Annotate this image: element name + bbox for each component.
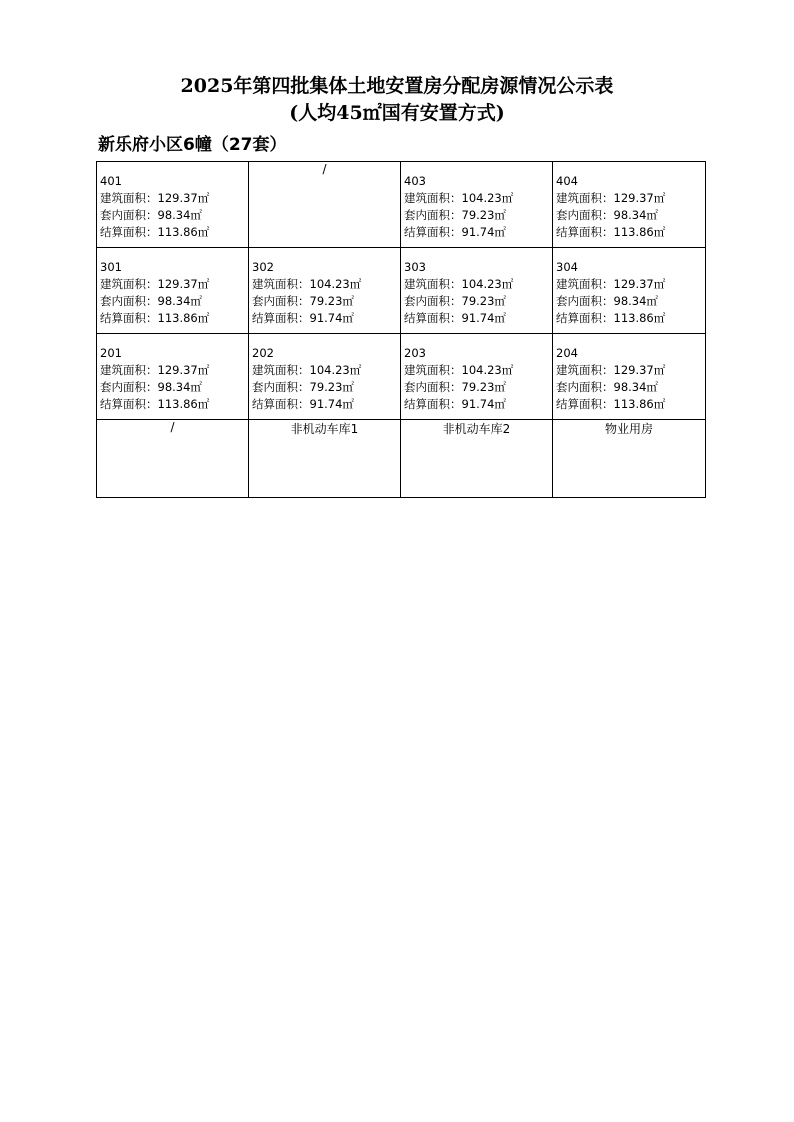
- unit-room-number: 204: [556, 346, 578, 360]
- bike-garage-2-cell: 非机动车库2: [401, 420, 553, 498]
- property-office-cell: 物业用房: [553, 420, 706, 498]
- unit-inner-area: 套内面积：79.23㎡: [252, 380, 354, 394]
- unit-settlement-area: 结算面积：113.86㎡: [556, 225, 666, 239]
- unit-building-area: 建筑面积：104.23㎡: [404, 363, 514, 377]
- document-title: 2025年第四批集体土地安置房分配房源情况公示表: [180, 75, 614, 97]
- unit-settlement-area: 结算面积：113.86㎡: [100, 225, 210, 239]
- unit-settlement-area: 结算面积：91.74㎡: [252, 311, 354, 325]
- unit-room-number: 401: [100, 174, 122, 188]
- unit-building-area: 建筑面积：104.23㎡: [404, 191, 514, 205]
- unit-cell-304: [553, 248, 706, 334]
- unit-room-number: 301: [100, 260, 122, 274]
- table-row-floor-3: [97, 248, 706, 334]
- unit-settlement-area: 结算面积：113.86㎡: [556, 311, 666, 325]
- unit-inner-area: 套内面积：98.34㎡: [556, 208, 658, 222]
- empty-cell: /: [249, 162, 401, 248]
- unit-settlement-area: 结算面积：113.86㎡: [556, 397, 666, 411]
- unit-cell-302: [249, 248, 401, 334]
- unit-inner-area: 套内面积：79.23㎡: [404, 380, 506, 394]
- unit-inner-area: 套内面积：79.23㎡: [252, 294, 354, 308]
- unit-building-area: 建筑面积：129.37㎡: [556, 277, 666, 291]
- unit-inner-area: 套内面积：98.34㎡: [556, 380, 658, 394]
- unit-cell-202: [249, 334, 401, 420]
- unit-inner-area: 套内面积：79.23㎡: [404, 208, 506, 222]
- unit-cell-203: [401, 334, 553, 420]
- unit-inner-area: 套内面积：98.34㎡: [100, 208, 202, 222]
- unit-inner-area: 套内面积：98.34㎡: [100, 294, 202, 308]
- building-heading: 新乐府小区6幢（27套）: [98, 135, 287, 155]
- document-subtitle: (人均45㎡国有安置方式): [289, 102, 505, 124]
- unit-room-number: 201: [100, 346, 122, 360]
- unit-settlement-area: 结算面积：91.74㎡: [404, 311, 506, 325]
- unit-building-area: 建筑面积：129.37㎡: [556, 191, 666, 205]
- unit-building-area: 建筑面积：104.23㎡: [252, 363, 362, 377]
- unit-cell-404: [553, 162, 706, 248]
- allocation-table: [96, 161, 706, 498]
- unit-building-area: 建筑面积：129.37㎡: [556, 363, 666, 377]
- unit-building-area: 建筑面积：129.37㎡: [100, 363, 210, 377]
- unit-cell-204: [553, 334, 706, 420]
- unit-building-area: 建筑面积：104.23㎡: [404, 277, 514, 291]
- unit-inner-area: 套内面积：98.34㎡: [100, 380, 202, 394]
- unit-cell-401: [97, 162, 249, 248]
- bike-garage-1-cell: 非机动车库1: [249, 420, 401, 498]
- unit-room-number: 304: [556, 260, 578, 274]
- unit-building-area: 建筑面积：129.37㎡: [100, 277, 210, 291]
- unit-cell-303: [401, 248, 553, 334]
- unit-room-number: 302: [252, 260, 274, 274]
- unit-inner-area: 套内面积：98.34㎡: [556, 294, 658, 308]
- unit-settlement-area: 结算面积：91.74㎡: [404, 397, 506, 411]
- unit-room-number: 203: [404, 346, 426, 360]
- unit-inner-area: 套内面积：79.23㎡: [404, 294, 506, 308]
- table-row-floor-2: [97, 334, 706, 420]
- unit-cell-403: [401, 162, 553, 248]
- unit-building-area: 建筑面积：104.23㎡: [252, 277, 362, 291]
- unit-building-area: 建筑面积：129.37㎡: [100, 191, 210, 205]
- unit-room-number: 303: [404, 260, 426, 274]
- unit-settlement-area: 结算面积：113.86㎡: [100, 311, 210, 325]
- unit-room-number: 202: [252, 346, 274, 360]
- unit-room-number: 404: [556, 174, 578, 188]
- empty-cell: /: [97, 420, 249, 498]
- unit-cell-301: [97, 248, 249, 334]
- table-row-floor-4: [97, 162, 706, 248]
- unit-settlement-area: 结算面积：91.74㎡: [252, 397, 354, 411]
- unit-room-number: 403: [404, 174, 426, 188]
- table-row-floor-1: [97, 420, 706, 498]
- unit-cell-201: [97, 334, 249, 420]
- unit-settlement-area: 结算面积：113.86㎡: [100, 397, 210, 411]
- unit-settlement-area: 结算面积：91.74㎡: [404, 225, 506, 239]
